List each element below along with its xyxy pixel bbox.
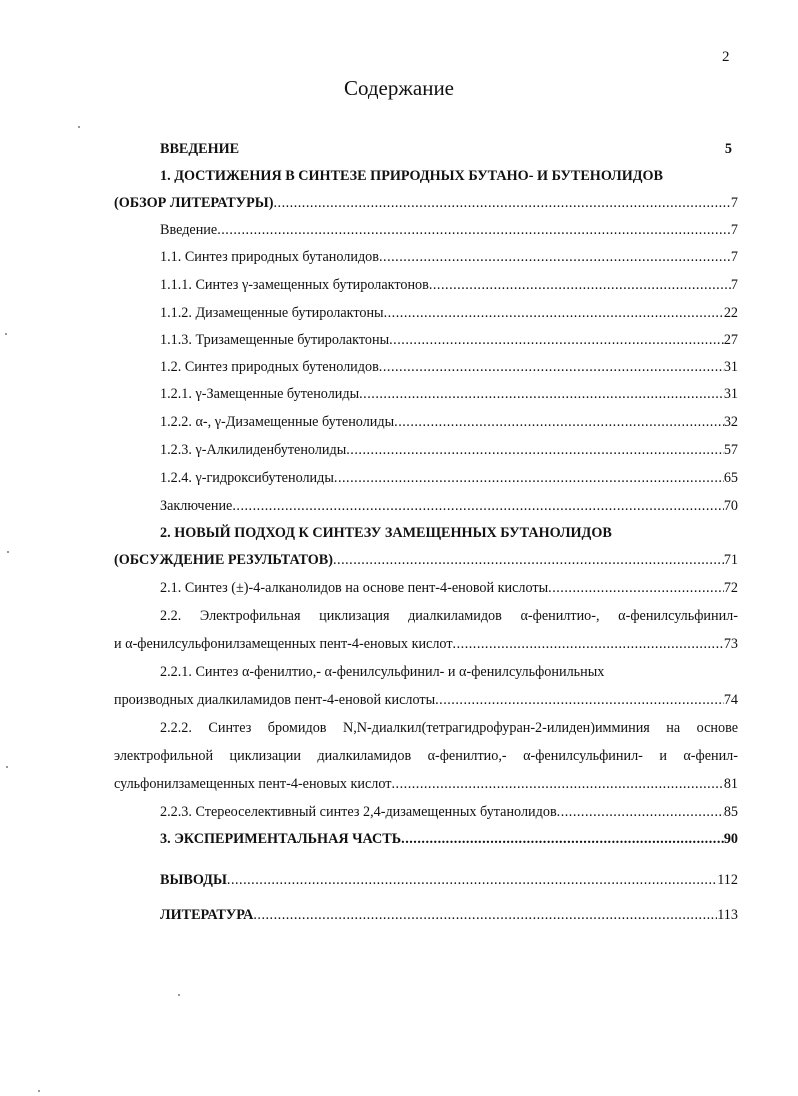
scan-speck — [6, 766, 8, 768]
scan-speck — [38, 1090, 40, 1092]
scan-speck — [78, 126, 80, 128]
toc-entry — [160, 248, 738, 266]
toc-page: 112 — [717, 872, 738, 888]
toc-label: ЛИТЕРАТУРА — [160, 907, 254, 923]
toc-label: и α-фенилсульфонилзамещенных пент-4-еновых кислот — [114, 636, 453, 652]
toc-label: (ОБЗОР ЛИТЕРАТУРЫ) — [114, 195, 274, 211]
toc-entry-line: 2.2. Электрофильная циклизация диалкиламидов α-фенилтио-, α-фенилсульфинил- — [160, 608, 738, 624]
toc-label: (ОБСУЖДЕНИЕ РЕЗУЛЬТАТОВ) — [114, 552, 333, 568]
toc-page: 31 — [723, 386, 738, 402]
toc-page: 113 — [717, 907, 738, 923]
toc-entry — [160, 469, 738, 487]
toc-page: 65 — [723, 470, 738, 486]
toc-entry-line: 2.2.1. Синтез α-фенилтио,- α-фенилсульфинил- и α-фенилсульфонильных — [160, 664, 605, 680]
toc-label: 1.1. Синтез природных бутанолидов — [160, 249, 379, 265]
toc-entry — [114, 775, 738, 793]
toc-page: 85 — [723, 804, 738, 820]
toc-label: 1.2.1. γ-Замещенные бутенолиды — [160, 386, 360, 402]
toc-page: 7 — [730, 277, 738, 293]
toc-entry-chapter-1 — [114, 194, 738, 212]
toc-entry — [160, 413, 738, 431]
toc-page: 74 — [723, 692, 738, 708]
toc-label: производных диалкиламидов пент-4-еновой кислоты — [114, 692, 436, 708]
toc-page: 7 — [730, 222, 738, 238]
toc-entry — [160, 803, 738, 821]
toc-page: 5 — [724, 141, 732, 157]
toc-page: 7 — [730, 195, 738, 211]
toc-label: сульфонилзамещенных пент-4-еновых кислот — [114, 776, 392, 792]
toc-page: 81 — [723, 776, 738, 792]
toc-page: 22 — [723, 305, 738, 321]
scan-speck — [178, 994, 180, 996]
toc-chapter-1-title: 1. ДОСТИЖЕНИЯ В СИНТЕЗЕ ПРИРОДНЫХ БУТАНО- И БУТЕНОЛИДОВ — [160, 168, 664, 184]
toc-entry-chapter-2 — [114, 551, 738, 569]
toc-entry — [114, 691, 738, 709]
toc-label: 1.2.2. α-, γ-Дизамещенные бутенолиды — [160, 414, 395, 430]
toc-entry — [160, 441, 738, 459]
toc-page: 7 — [730, 249, 738, 265]
toc-page: 70 — [723, 498, 738, 514]
toc-entry-introduction — [160, 140, 732, 158]
toc-label: 2.2.3. Стереоселективный синтез 2,4-дизамещенных бутанолидов — [160, 804, 557, 820]
toc-label: Заключение — [160, 498, 233, 514]
toc-entry — [160, 221, 738, 239]
toc-page: 72 — [723, 580, 738, 596]
toc-entry-literature — [160, 906, 738, 924]
toc-page: 27 — [723, 332, 738, 348]
toc-label: 1.1.3. Тризамещенные бутиролактоны — [160, 332, 390, 348]
toc-entry — [160, 579, 738, 597]
toc-page: 31 — [723, 359, 738, 375]
toc-entry — [160, 358, 738, 376]
toc-entry — [160, 276, 738, 294]
toc-label: Введение — [160, 222, 218, 238]
toc-entry-line: 2.2.2. Синтез бромидов N,N-диалкил(тетрагидрофуран-2-илиден)имминия на основе — [160, 720, 738, 736]
toc-entry — [160, 304, 738, 322]
toc-label: 1.2. Синтез природных бутенолидов — [160, 359, 379, 375]
scan-speck — [7, 551, 9, 553]
toc-entry-line: электрофильной циклизации диалкиламидов α-фенилтио,- α-фенилсульфинил- и α-фенил- — [114, 748, 738, 764]
toc-page: 73 — [723, 636, 738, 652]
toc-page: 32 — [723, 414, 738, 430]
toc-entry — [160, 385, 738, 403]
scan-speck — [5, 333, 7, 335]
toc-chapter-2-title: 2. НОВЫЙ ПОДХОД К СИНТЕЗУ ЗАМЕЩЕННЫХ БУТАНОЛИДОВ — [160, 525, 612, 541]
toc-page: 90 — [723, 831, 738, 847]
toc-entry — [114, 635, 738, 653]
toc-label: 1.1.1. Синтез γ-замещенных бутиролактонов — [160, 277, 429, 293]
toc-label: 1.2.3. γ-Алкилиденбутенолиды — [160, 442, 347, 458]
toc-label: 1.1.2. Дизамещенные бутиролактоны — [160, 305, 384, 321]
toc-label: 3. ЭКСПЕРИМЕНТАЛЬНАЯ ЧАСТЬ — [160, 831, 402, 847]
toc-entry — [160, 497, 738, 515]
toc-entry-chapter-3 — [160, 830, 738, 848]
page-number: 2 — [722, 49, 730, 65]
toc-page: 57 — [723, 442, 738, 458]
toc-page: 71 — [723, 552, 738, 568]
toc-label: 1.2.4. γ-гидроксибутенолиды — [160, 470, 334, 486]
toc-label: 2.1. Синтез (±)-4-алканолидов на основе пент-4-еновой кислоты — [160, 580, 549, 596]
toc-entry-conclusions — [160, 871, 738, 889]
page-title: Содержание — [343, 76, 455, 100]
toc-label: ВЫВОДЫ — [160, 872, 227, 888]
toc-entry — [160, 331, 738, 349]
toc-label: ВВЕДЕНИЕ — [160, 141, 240, 157]
